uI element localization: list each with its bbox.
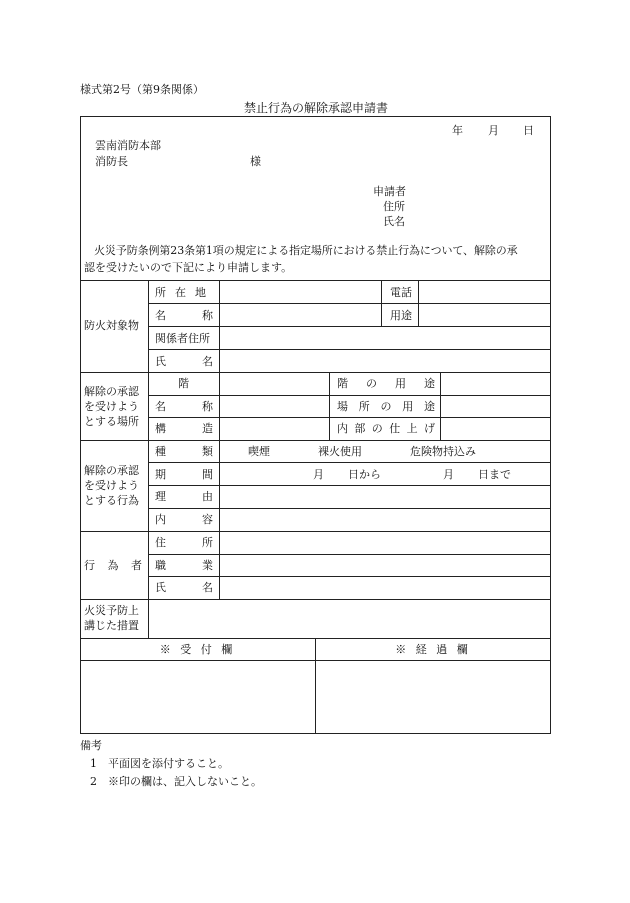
statement-line2: 認を受けたいので下記により申請します。: [84, 261, 293, 274]
recipient-line1: 雲南消防本部: [95, 139, 161, 152]
honorific: 様: [250, 155, 261, 168]
place-structure-label: 構造: [155, 422, 213, 435]
form-number: 様式第2号（第9条関係）: [80, 83, 204, 96]
applicant-name-label: 氏名: [383, 215, 405, 228]
target-usage-label: 用途: [390, 309, 412, 322]
actor-occupation-label: 職業: [155, 559, 213, 572]
form-title: 禁止行為の解除承認申請書: [244, 101, 389, 115]
place-floor-usage-label: 階の用途: [337, 377, 435, 390]
actor-address-label: 住所: [155, 536, 213, 549]
place-floor-label: 階: [178, 377, 189, 390]
period-from-day: 日から: [348, 468, 381, 481]
col-divider: [418, 280, 419, 326]
actor-name-label: 氏名: [155, 581, 213, 594]
target-person-name-label: 氏名: [155, 355, 213, 368]
row-divider: [148, 326, 551, 327]
applicant-address-label: 住所: [383, 200, 405, 213]
notes-heading: 備考: [80, 739, 102, 752]
statement-line1: 火災予防条例第23条第1項の規定による指定場所における禁止行為について、解除の承: [94, 244, 518, 257]
row-divider: [80, 531, 551, 532]
date-year: 年: [452, 124, 463, 137]
act-period-label: 期間: [155, 468, 213, 481]
act-type-label: 種類: [155, 445, 213, 458]
row-divider: [80, 372, 551, 373]
row-divider: [148, 303, 551, 304]
date-day: 日: [523, 124, 534, 137]
row-divider: [148, 485, 551, 486]
note-item-num: 1: [90, 757, 97, 770]
place-section-label: 解除の承認 を受けよう とする場所: [84, 385, 139, 428]
note-item-text: 平面図を添付すること。: [108, 757, 229, 770]
target-related-address-label: 関係者住所: [155, 332, 210, 345]
col-divider: [329, 372, 330, 440]
row-divider: [148, 395, 551, 396]
period-to-month: 月: [443, 468, 454, 481]
col-divider: [440, 372, 441, 440]
row-divider: [80, 599, 551, 600]
recipient-line2: 消防長: [95, 155, 128, 168]
period-from-month: 月: [313, 468, 324, 481]
act-type-option-open-flame: 裸火使用: [318, 445, 362, 458]
target-name-label: 名称: [155, 309, 213, 322]
row-divider: [80, 280, 551, 281]
act-content-label: 内容: [155, 513, 213, 526]
place-usage-label: 場所の用途: [337, 400, 435, 413]
note-item-text: ※印の欄は、記入しないこと。: [108, 775, 262, 788]
measures-label: 火災予防上 講じた措置: [84, 604, 139, 632]
act-section-label: 解除の承認 を受けよう とする行為: [84, 464, 139, 507]
reception-column-header: ※ 受 付 欄: [159, 643, 236, 656]
act-reason-label: 理由: [155, 490, 213, 503]
place-interior-finish-label: 内部の仕上げ: [337, 422, 435, 435]
period-to-day: 日まで: [478, 468, 511, 481]
row-divider: [148, 576, 551, 577]
col-divider: [148, 280, 149, 638]
col-divider: [381, 280, 382, 326]
act-type-option-hazmat: 危険物持込み: [410, 445, 476, 458]
col-divider: [219, 280, 220, 599]
applicant-label: 申請者: [373, 185, 406, 198]
progress-column-header: ※ 経 過 欄: [395, 643, 471, 656]
note-item-num: 2: [90, 775, 97, 788]
row-divider: [148, 462, 551, 463]
row-divider: [80, 440, 551, 441]
date-month: 月: [488, 124, 499, 137]
row-divider: [148, 508, 551, 509]
row-divider: [148, 349, 551, 350]
row-divider: [148, 554, 551, 555]
target-location-label: 所在地: [155, 286, 215, 299]
actor-section-label: 行為者: [84, 559, 142, 572]
target-phone-label: 電話: [390, 286, 412, 299]
target-section-label: 防火対象物: [84, 319, 139, 332]
place-name-label: 名称: [155, 400, 213, 413]
act-type-option-smoking: 喫煙: [248, 445, 270, 458]
row-divider: [148, 417, 551, 418]
